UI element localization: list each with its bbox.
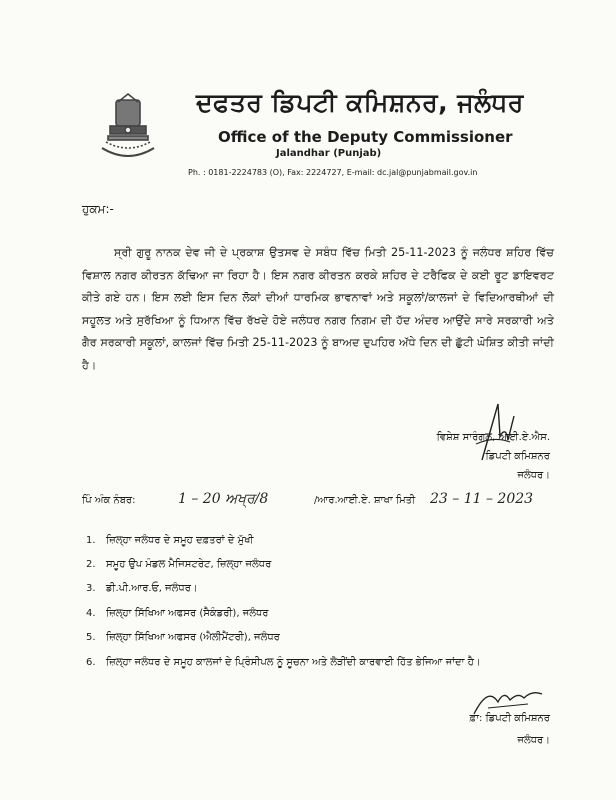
endorsement-label: ਪਿੰ ਅੰਕ ਨੰਬਰ:	[82, 495, 136, 506]
list-item: 3. ਡੀ.ਪੀ.ਆਰ.ਓ, ਜਲੰਧਰ।	[86, 583, 198, 595]
list-item: 4. ਜ਼ਿਲ੍ਹਾ ਸਿੱਖਿਆ ਅਫਸਰ (ਸੈਕੰਡਰੀ), ਜਲੰਧਰ	[86, 607, 269, 619]
contact-line: Ph. : 0181-2224783 (O), Fax: 2224727, E-mail: dc.jal@punjabmail.gov.in	[188, 168, 478, 177]
signatory-place-2: ਜਲੰਧਰ।	[517, 735, 550, 746]
state-emblem-icon	[96, 92, 160, 164]
signature-block-for-dc	[400, 708, 550, 752]
order-body-paragraph: ਸ੍ਰੀ ਗੁਰੂ ਨਾਨਕ ਦੇਵ ਜੀ ਦੇ ਪ੍ਰਕਾਸ਼ ਉਤਸਵ ਦੇ ਸਬੰਧ ਵਿੱਚ ਮਿਤੀ 25-11-2023 ਨੂੰ ਜਲੰਧਰ ਸ਼ਹਿਰ ਵਿੱਚ ਵਿਸ਼ਾਲ ਨਗਰ ਕੀਰਤਨ ਕੱਢਿਆ ਜਾ ਰਿਹਾ ਹੈ। ਇਸ ਨਗਰ ਕੀਰਤਨ ਕਰਕੇ ਸ਼ਹਿਰ ਦੇ ਟਰੈਫਿਕ ਦੇ ਕਈ ਰੂਟ ਡਾਇਵਰਟ ਕੀਤੇ ਗਏ ਹਨ। ਇਸ ਲਈ ਇਸ ਦਿਨ ਲੋਕਾਂ ਦੀਆਂ ਧਾਰਮਿਕ ਭਾਵਨਾਵਾਂ ਅਤੇ ਸਕੂਲਾਂ/ਕਾਲਜਾਂ ਦੇ ਵਿਦਿਆਰਥੀਆਂ ਦੀ ਸਹੂਲਤ ਅਤੇ ਸੁਰੱਖਿਆ ਨੂੰ ਧਿਆਨ ਵਿੱਚ ਰੱਖਦੇ ਹੋਏ ਜਲੰਧਰ ਨਗਰ ਨਿਗਮ ਦੀ ਹੱਦ ਅੰਦਰ ਆਉਂਦੇ ਸਾਰੇ ਸਰਕਾਰੀ ਅਤੇ ਗੈਰ ਸਰਕਾਰੀ ਸਕੂਲਾਂ, ਕਾਲਜਾਂ ਵਿੱਚ ਮਿਤੀ 25-11-2023 ਨੂੰ ਬਾਅਦ ਦੁਪਹਿਰ ਅੱਧੇ ਦਿਨ ਦੀ ਛੁੱਟੀ ਘੋਸ਼ਿਤ ਕੀਤੀ ਜਾਂਦੀ ਹੈ।	[82, 246, 554, 372]
signatory-name: ਵਿਸ਼ੇਸ਼ ਸਾਰੰਗਲ, ਆਈ.ਏ.ਐਸ.	[436, 432, 550, 443]
endorsement-date: 23 – 11 – 2023	[430, 491, 534, 507]
signature-block-dc	[400, 428, 550, 485]
signatory-designation-2: ਫ਼ਾ: ਡਿਪਟੀ ਕਮਿਸ਼ਨਰ	[469, 713, 550, 724]
signatory-designation: ਡਿਪਟੀ ਕਮਿਸ਼ਨਰ	[485, 451, 550, 462]
office-title-english: Office of the Deputy Commissioner	[218, 128, 513, 146]
list-item: 2. ਸਮੂਹ ਉਪ ਮੰਡਲ ਮੈਜਿਸਟਰੇਟ, ਜ਼ਿਲ੍ਹਾ ਜਲੰਧਰ	[86, 559, 272, 571]
office-city: Jalandhar (Punjab)	[276, 148, 382, 159]
signatory-place: ਜਲੰਧਰ।	[517, 470, 550, 481]
distribution-list	[86, 528, 556, 674]
list-item: 5. ਜ਼ਿਲ੍ਹਾ ਸਿੱਖਿਆ ਅਫਸਰ (ਐਲੀਮੈਂਟਰੀ), ਜਲੰਧਰ	[86, 632, 280, 644]
list-item: 1. ਜ਼ਿਲ੍ਹਾ ਜਲੰਧਰ ਦੇ ਸਮੂਹ ਦਫ਼ਤਰਾਂ ਦੇ ਮੁੱਖੀ	[86, 534, 254, 546]
endorsement-branch: /ਆਰ.ਆਈ.ਏ. ਸ਼ਾਖਾ ਮਿਤੀ	[314, 495, 416, 506]
order-heading: ਹੁਕਮ:-	[82, 202, 114, 216]
endorsement-line	[82, 491, 552, 513]
office-title-punjabi: ਦਫਤਰ ਡਿਪਟੀ ਕਮਿਸ਼ਨਰ, ਜਲੰਧਰ	[196, 88, 524, 117]
endorsement-number: 1 – 20 ਅਖ੍ਰ/8	[178, 491, 269, 507]
list-item: 6. ਜ਼ਿਲ੍ਹਾ ਜਲੰਧਰ ਦੇ ਸਮੂਹ ਕਾਲਜਾਂ ਦੇ ਪ੍ਰਿੰਸੀਪਲ ਨੂੰ ਸੂਚਨਾ ਅਤੇ ਲੋੜੀਂਦੀ ਕਾਰਵਾਈ ਹਿੱਤ ਭੇਜਿਆ ਜਾਂਦਾ ਹੈ।	[86, 656, 481, 668]
